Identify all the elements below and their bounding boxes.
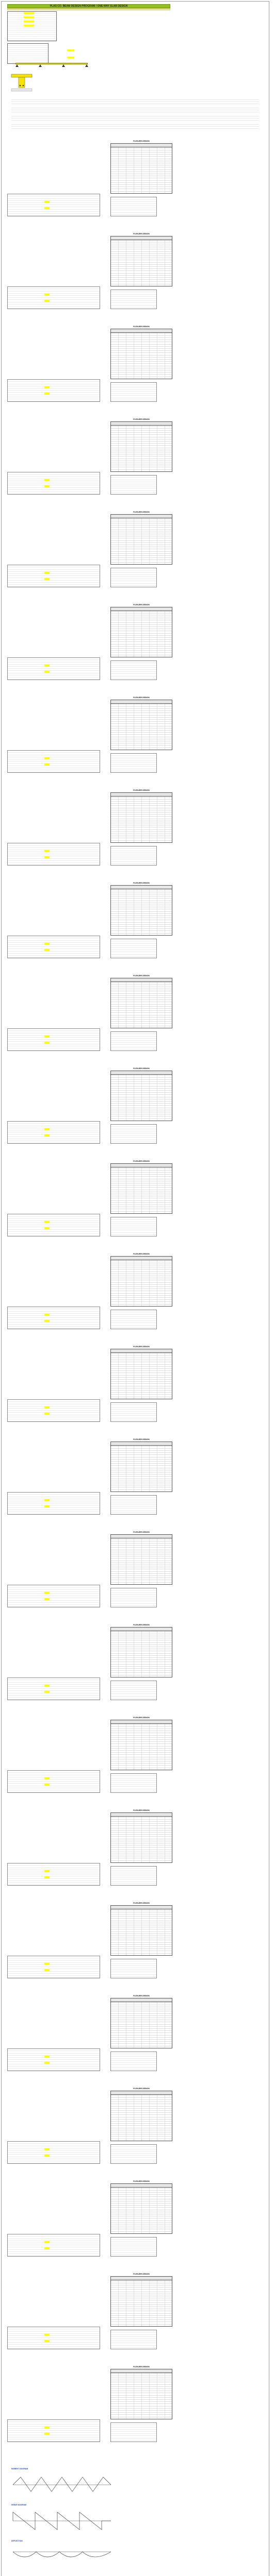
section-input-table [7, 750, 100, 773]
section-input-table [7, 1492, 100, 1515]
section-input-highlight[interactable] [44, 943, 50, 945]
section-title: FLEXURE DESIGN [133, 1995, 150, 1997]
section-input-highlight[interactable] [44, 2148, 50, 2150]
shear-diagram-label: SHEAR DIAGRAM [11, 2504, 27, 2506]
flexure-section [7, 1067, 265, 1146]
section-summary-table [110, 1773, 157, 1793]
section-summary-table [110, 660, 157, 680]
section-input-highlight[interactable] [44, 578, 50, 580]
section-input-highlight[interactable] [44, 1691, 50, 1693]
intro-paragraph [11, 99, 259, 105]
section-table-header [110, 792, 172, 796]
section-summary-table [110, 1124, 157, 1144]
section-input-highlight[interactable] [44, 949, 50, 951]
section-title: FLEXURE DESIGN [133, 1717, 150, 1719]
result-highlight [67, 57, 74, 58]
section-input-highlight[interactable] [44, 572, 50, 574]
section-title: FLEXURE DESIGN [133, 1346, 150, 1348]
section-summary-table [110, 290, 157, 309]
section-input-table [7, 1677, 100, 1700]
section-input-table [7, 2419, 100, 2442]
flexure-section [7, 975, 265, 1053]
section-summary-table [110, 939, 157, 958]
section-result-table [110, 978, 172, 1028]
section-result-table [110, 885, 172, 936]
section-input-table [7, 1028, 100, 1051]
section-summary-table [110, 2052, 157, 2071]
section-result-table [110, 1256, 172, 1307]
section-result-table [110, 2276, 172, 2327]
section-result-table [110, 792, 172, 843]
section-title: FLEXURE DESIGN [133, 511, 150, 513]
section-table-header [110, 143, 172, 147]
section-input-highlight[interactable] [44, 1876, 50, 1878]
section-input-highlight[interactable] [44, 2056, 50, 2058]
section-title: FLEXURE DESIGN [133, 1809, 150, 1811]
section-input-table [7, 1863, 100, 1886]
section-table-header [110, 607, 172, 611]
section-input-highlight[interactable] [44, 1685, 50, 1687]
section-title: FLEXURE DESIGN [133, 2180, 150, 2182]
section-summary-table [110, 568, 157, 587]
section-input-table [7, 1956, 100, 1978]
section-table-header [110, 978, 172, 982]
section-summary-table [110, 1681, 157, 1700]
section-input-highlight[interactable] [44, 2433, 50, 2435]
flexure-section [7, 697, 265, 775]
section-summary-table [110, 1402, 157, 1422]
section-summary-table [110, 1310, 157, 1329]
section-input-highlight[interactable] [44, 1598, 50, 1600]
input-highlight[interactable] [24, 25, 34, 26]
section-input-table [7, 2234, 100, 2257]
shear-diagram [10, 2508, 114, 2534]
section-input-highlight[interactable] [44, 856, 50, 858]
section-table-header [110, 514, 172, 518]
section-input-highlight[interactable] [44, 850, 50, 852]
section-input-highlight[interactable] [44, 1406, 50, 1409]
section-table-header [110, 236, 172, 240]
subtitle-band [7, 8, 170, 10]
section-summary-table [110, 2330, 157, 2349]
section-input-highlight[interactable] [44, 2334, 50, 2336]
section-summary-table [110, 2144, 157, 2164]
section-title: FLEXURE DESIGN [133, 1160, 150, 1162]
section-input-highlight[interactable] [44, 479, 50, 481]
section-input-highlight[interactable] [44, 1221, 50, 1223]
section-summary-table [110, 1588, 157, 1607]
section-result-table [110, 329, 172, 379]
flexure-section [7, 1253, 265, 1331]
support-icon [15, 64, 19, 67]
section-summary-table [110, 382, 157, 402]
section-input-table [7, 286, 100, 309]
support-icon [39, 64, 42, 67]
section-table-header [110, 1442, 172, 1446]
section-summary-table [110, 1217, 157, 1236]
deflection-label: DEFLECTION [11, 2540, 23, 2542]
section-input-highlight[interactable] [44, 764, 50, 766]
section-result-table [110, 1349, 172, 1399]
deflection-diagram [10, 2544, 114, 2565]
section-result-table [110, 1534, 172, 1585]
section-result-table [110, 2091, 172, 2141]
section-input-highlight[interactable] [44, 1499, 50, 1501]
flexure-section [7, 140, 265, 218]
flexure-section [7, 1902, 265, 1980]
flexure-section [7, 2366, 265, 2444]
section-sketch [10, 72, 36, 93]
section-input-highlight[interactable] [44, 1227, 50, 1229]
section-table-header [110, 2091, 172, 2095]
section-title: FLEXURE DESIGN [133, 233, 150, 235]
section-input-highlight[interactable] [44, 671, 50, 673]
section-input-highlight[interactable] [44, 2155, 50, 2157]
section-input-table [7, 1585, 100, 1607]
flexure-section [7, 2273, 265, 2351]
section-title: FLEXURE DESIGN [133, 2273, 150, 2275]
section-result-table [110, 236, 172, 286]
beam-sketch [15, 63, 88, 64]
section-input-table [7, 472, 100, 495]
flexure-section [7, 1995, 265, 2073]
section-input-highlight[interactable] [44, 757, 50, 759]
section-table-header [110, 1071, 172, 1075]
intro-paragraph [11, 115, 259, 122]
section-result-table [110, 1627, 172, 1677]
section-input-table [7, 1307, 100, 1329]
section-title: FLEXURE DESIGN [133, 1624, 150, 1626]
input-table [7, 11, 57, 41]
section-table-header [110, 1256, 172, 1260]
section-input-highlight[interactable] [44, 1413, 50, 1415]
section-input-highlight[interactable] [44, 207, 50, 209]
flexure-section [7, 1809, 265, 1888]
section-input-highlight[interactable] [44, 1870, 50, 1872]
section-summary-table [110, 2237, 157, 2257]
page-title: PLAS CO. BEAM DESIGN PROGRAM / ONE-WAY SLAB DESIGN [7, 4, 170, 8]
section-input-highlight[interactable] [44, 1320, 50, 1322]
flexure-section [7, 1160, 265, 1239]
section-input-table [7, 657, 100, 680]
section-input-highlight[interactable] [44, 485, 50, 487]
section-input-table [7, 936, 100, 958]
section-input-highlight[interactable] [44, 1134, 50, 1137]
intro-paragraph [11, 124, 259, 130]
section-summary-table [110, 197, 157, 216]
section-title: FLEXURE DESIGN [133, 1902, 150, 1904]
section-result-table [110, 2369, 172, 2419]
section-table-header [110, 2276, 172, 2280]
section-result-table [110, 1442, 172, 1492]
section-table-header [110, 1627, 172, 1631]
flexure-section [7, 604, 265, 682]
input-highlight[interactable] [24, 16, 34, 18]
section-input-highlight[interactable] [44, 1777, 50, 1780]
flexure-section [7, 511, 265, 589]
section-title: FLEXURE DESIGN [133, 326, 150, 328]
section-result-table [110, 1163, 172, 1214]
section-input-table [7, 379, 100, 402]
section-result-table [110, 1720, 172, 1770]
section-table-header [110, 421, 172, 426]
flexure-section [7, 1531, 265, 1609]
section-input-highlight[interactable] [44, 2062, 50, 2064]
section-table-header [110, 329, 172, 333]
section-table-header [110, 1534, 172, 1538]
section-table-header [110, 1163, 172, 1167]
flexure-section [7, 882, 265, 960]
flexure-section [7, 1438, 265, 1517]
section-input-highlight[interactable] [44, 2247, 50, 2249]
section-title: FLEXURE DESIGN [133, 140, 150, 142]
section-title: FLEXURE DESIGN [133, 1067, 150, 1070]
section-input-highlight[interactable] [44, 393, 50, 395]
section-input-highlight[interactable] [44, 386, 50, 388]
section-table-header [110, 1349, 172, 1353]
section-input-table [7, 843, 100, 866]
section-input-highlight[interactable] [44, 2340, 50, 2342]
support-icon [62, 64, 65, 67]
section-input-highlight[interactable] [44, 1128, 50, 1130]
moment-diagram-label: MOMENT DIAGRAM [11, 2468, 28, 2470]
section-input-highlight[interactable] [44, 1505, 50, 1507]
section-input-table [7, 1121, 100, 1144]
section-title: FLEXURE DESIGN [133, 604, 150, 606]
section-summary-table [110, 1495, 157, 1515]
section-summary-table [110, 846, 157, 866]
section-result-table [110, 1905, 172, 1956]
section-result-table [110, 1812, 172, 1863]
section-table-header [110, 2369, 172, 2373]
section-input-table [7, 2141, 100, 2164]
section-input-highlight[interactable] [44, 2427, 50, 2429]
section-title: FLEXURE DESIGN [133, 1253, 150, 1255]
result-highlight [67, 49, 74, 51]
section-input-highlight[interactable] [44, 300, 50, 302]
section-input-highlight[interactable] [44, 1592, 50, 1594]
load-table [7, 43, 49, 64]
section-summary-table [110, 475, 157, 495]
section-table-header [110, 1812, 172, 1817]
section-table-header [110, 885, 172, 889]
section-input-table [7, 2048, 100, 2071]
flexure-section [7, 2088, 265, 2166]
section-summary-table [110, 1959, 157, 1978]
section-title: FLEXURE DESIGN [133, 2366, 150, 2368]
section-summary-table [110, 753, 157, 773]
section-table-header [110, 1905, 172, 1909]
section-title: FLEXURE DESIGN [133, 2088, 150, 2090]
flexure-section [7, 1717, 265, 1795]
section-input-table [7, 1214, 100, 1236]
section-input-table [7, 565, 100, 587]
section-title: FLEXURE DESIGN [133, 789, 150, 791]
section-result-table [110, 514, 172, 565]
section-result-table [110, 2183, 172, 2234]
section-input-highlight[interactable] [44, 665, 50, 667]
section-input-table [7, 2327, 100, 2349]
support-icon [85, 64, 88, 67]
section-input-highlight[interactable] [44, 1042, 50, 1044]
section-title: FLEXURE DESIGN [133, 975, 150, 977]
section-input-highlight[interactable] [44, 1036, 50, 1038]
input-highlight[interactable] [24, 12, 34, 14]
section-result-table [110, 700, 172, 750]
flexure-section [7, 2180, 265, 2259]
section-input-table [7, 194, 100, 216]
section-result-table [110, 421, 172, 472]
section-input-highlight[interactable] [44, 1969, 50, 1971]
section-result-table [110, 1998, 172, 2048]
section-title: FLEXURE DESIGN [133, 1531, 150, 1533]
section-title: FLEXURE DESIGN [133, 1438, 150, 1440]
flexure-section [7, 1346, 265, 1424]
section-input-highlight[interactable] [44, 2241, 50, 2243]
flexure-section [7, 418, 265, 497]
section-input-highlight[interactable] [44, 1963, 50, 1965]
section-title: FLEXURE DESIGN [133, 882, 150, 884]
section-input-highlight[interactable] [44, 201, 50, 203]
moment-diagram [10, 2472, 114, 2498]
section-result-table [110, 143, 172, 194]
section-result-table [110, 1071, 172, 1121]
section-input-highlight[interactable] [44, 294, 50, 296]
section-summary-table [110, 1031, 157, 1051]
intro-paragraph [11, 107, 259, 113]
flexure-section [7, 233, 265, 311]
section-summary-table [110, 1866, 157, 1886]
section-table-header [110, 700, 172, 704]
section-input-highlight[interactable] [44, 1784, 50, 1786]
flexure-section [7, 789, 265, 868]
section-input-table [7, 1399, 100, 1422]
section-table-header [110, 2183, 172, 2188]
input-highlight[interactable] [24, 21, 34, 22]
section-result-table [110, 607, 172, 657]
section-summary-table [110, 2422, 157, 2442]
section-input-highlight[interactable] [44, 1314, 50, 1316]
section-title: FLEXURE DESIGN [133, 418, 150, 420]
section-title: FLEXURE DESIGN [133, 697, 150, 699]
section-input-table [7, 1770, 100, 1793]
section-table-header [110, 1720, 172, 1724]
flexure-section [7, 1624, 265, 1702]
flexure-section [7, 326, 265, 404]
section-table-header [110, 1998, 172, 2002]
